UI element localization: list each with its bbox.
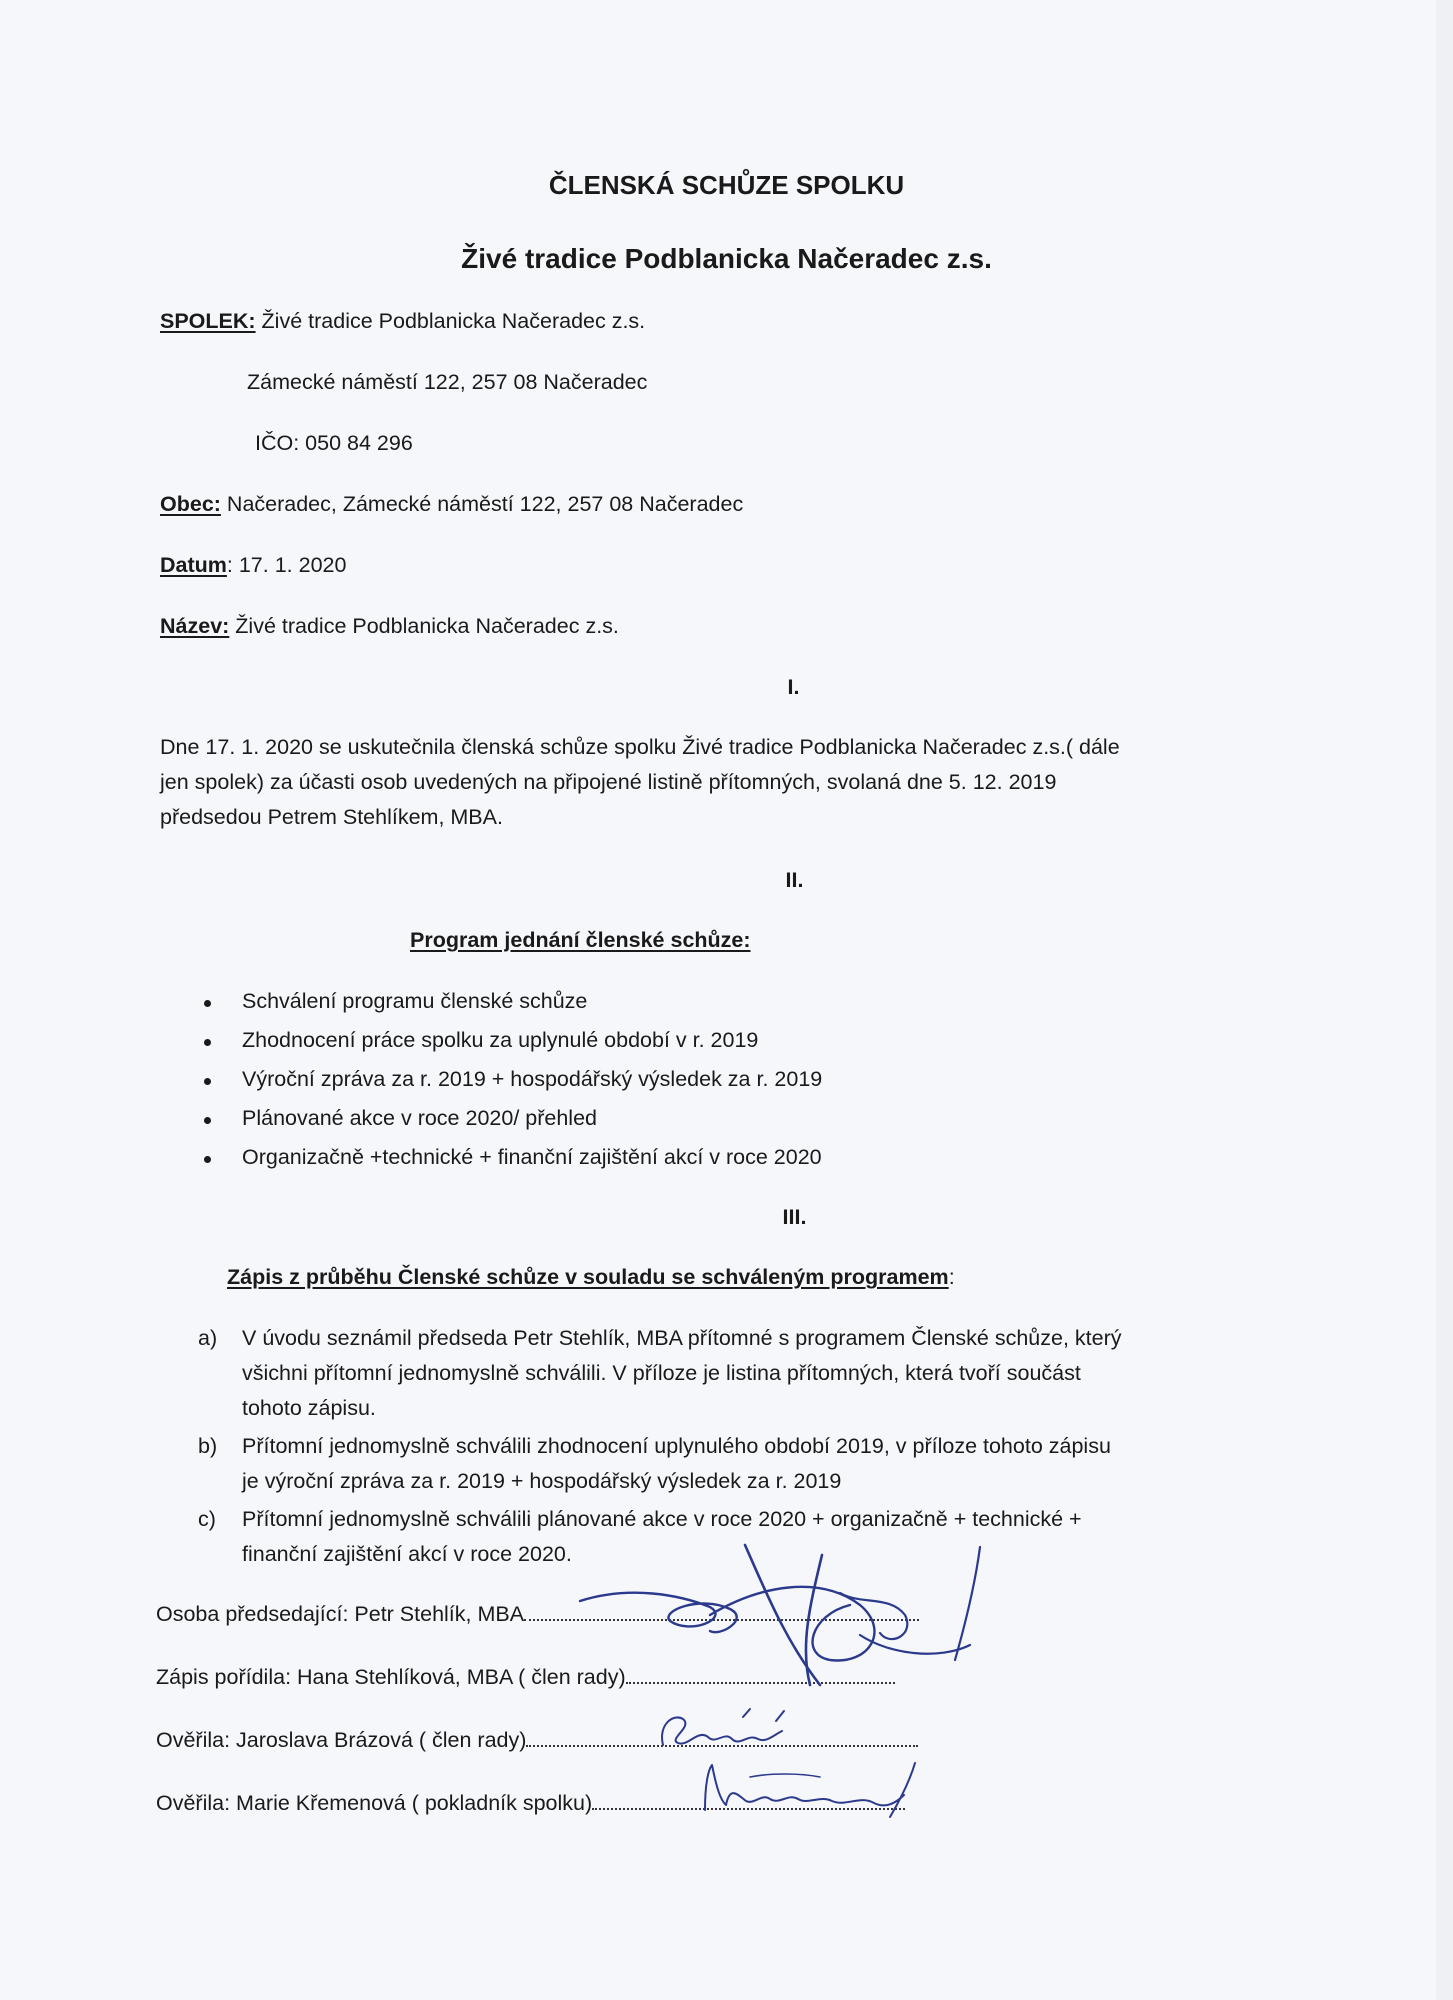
section-2-numeral: II. xyxy=(785,868,804,892)
nazev-line xyxy=(160,616,619,638)
program-heading: Program jednání členské schůze: xyxy=(410,928,751,952)
obec-label: Obec: xyxy=(160,492,221,516)
verifier-1-label: Ověřila: Jaroslava Brázová ( člen rady) xyxy=(156,1728,527,1752)
verifier-1-signature-line xyxy=(156,1730,918,1752)
ico-line: IČO: 050 84 296 xyxy=(255,431,413,455)
organization-title: Živé tradice Podblanicka Načeradec z.s. xyxy=(461,243,992,274)
spolek-value: Živé tradice Podblanicka Načeradec z.s. xyxy=(255,309,646,333)
minutes-item-line: V úvodu seznámil předseda Petr Stehlík, MBA přítomné s programem Členské schůze, který xyxy=(242,1326,1122,1350)
datum-label: Datum xyxy=(160,553,227,577)
program-item: Plánované akce v roce 2020/ přehled xyxy=(242,1106,597,1130)
section-1-numeral: I. xyxy=(787,675,800,699)
item-marker: a) xyxy=(198,1326,218,1350)
obec-line xyxy=(160,494,743,516)
program-item: Schválení programu členské schůze xyxy=(242,989,588,1013)
section-1-line: Dne 17. 1. 2020 se uskutečnila členská schůze spolku Živé tradice Podblanicka Načeradec z.s.( dále xyxy=(160,735,1120,759)
bullet-icon xyxy=(204,1039,211,1046)
chair-label: Osoba předsedající: Petr Stehlík, MBA xyxy=(156,1602,525,1626)
item-marker: b) xyxy=(198,1434,218,1458)
minutes-item-line: finanční zajištění akcí v roce 2020. xyxy=(242,1542,572,1566)
scan-edge xyxy=(1436,0,1453,2000)
chair-signature-image xyxy=(560,1535,1000,1695)
recorder-label: Zápis pořídila: Hana Stehlíková, MBA ( člen rady) xyxy=(156,1665,626,1689)
bullet-icon xyxy=(204,1078,211,1085)
minutes-item-line: Přítomní jednomyslně schválili zhodnocení uplynulého období 2019, v příloze tohoto zápisu xyxy=(242,1434,1111,1458)
obec-value: Načeradec, Zámecké náměstí 122, 257 08 Načeradec xyxy=(220,492,744,516)
section-1-line: předsedou Petrem Stehlíkem, MBA. xyxy=(160,805,503,829)
nazev-label: Název: xyxy=(160,614,230,638)
nazev-value: Živé tradice Podblanicka Načeradec z.s. xyxy=(229,614,619,638)
spolek-label: SPOLEK: xyxy=(160,309,256,333)
program-item: Zhodnocení práce spolku za uplynulé období v r. 2019 xyxy=(242,1028,759,1052)
document-title: ČLENSKÁ SCHŮZE SPOLKU xyxy=(548,170,905,200)
datum-line xyxy=(160,555,346,577)
section-3-numeral: III. xyxy=(782,1205,807,1229)
minutes-item-line: tohoto zápisu. xyxy=(242,1396,376,1420)
minutes-item-line: všichni přítomní jednomyslně schválili. V příloze je listina přítomných, která tvoří součást xyxy=(242,1361,1081,1385)
minutes-heading-text: Zápis z průběhu Členské schůze v souladu se schváleným programem xyxy=(227,1265,949,1289)
minutes-item-line: je výroční zpráva za r. 2019 + hospodářský výsledek za r. 2019 xyxy=(242,1469,842,1493)
section-1-line: jen spolek) za účasti osob uvedených na připojené listině přítomných, svolaná dne 5. 12. 2019 xyxy=(160,770,1057,794)
program-item: Organizačně +technické + finanční zajištění akcí v roce 2020 xyxy=(242,1145,822,1169)
verifier-2-label: Ověřila: Marie Křemenová ( pokladník spolku) xyxy=(156,1791,593,1815)
item-marker: c) xyxy=(198,1507,216,1531)
minutes-item-line: Přítomní jednomyslně schválili plánované akce v roce 2020 + organizačně + technické + xyxy=(242,1507,1082,1531)
bullet-icon xyxy=(204,1156,211,1163)
program-item: Výroční zpráva za r. 2019 + hospodářský výsledek za r. 2019 xyxy=(242,1067,823,1091)
spolek-line xyxy=(160,311,645,333)
address-line: Zámecké náměstí 122, 257 08 Načeradec xyxy=(247,370,648,394)
verifier-2-signature-image xyxy=(690,1755,930,1825)
minutes-heading-colon: : xyxy=(948,1265,955,1289)
datum-value: : 17. 1. 2020 xyxy=(226,553,347,577)
minutes-heading xyxy=(227,1267,955,1289)
bullet-icon xyxy=(204,1000,211,1007)
bullet-icon xyxy=(204,1117,211,1124)
